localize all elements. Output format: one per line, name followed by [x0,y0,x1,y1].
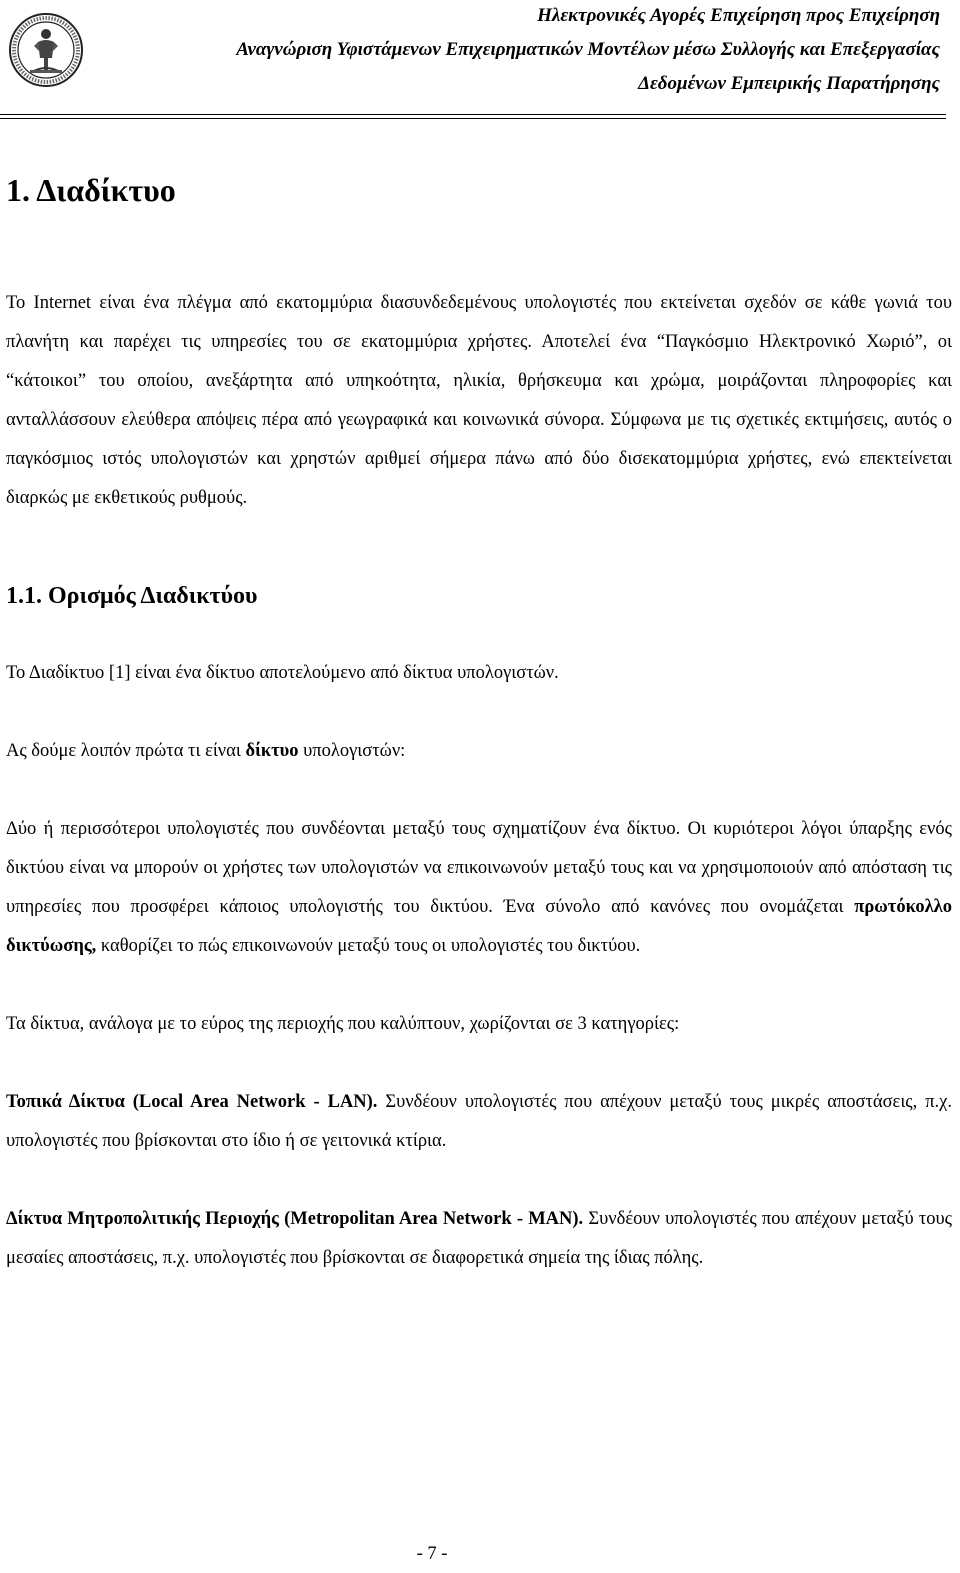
network-question-paragraph [6,732,952,771]
man-paragraph [6,1200,952,1278]
page-number: - 7 - [416,1544,448,1564]
intro-quoted-2: κάτοικοι [14,371,78,391]
section-title: 1. Διαδίκτυο [6,172,176,208]
categories-paragraph: Τα δίκτυα, ανάλογα με το εύρος της περιοχής που καλύπτουν, χωρίζονται σε 3 κατηγορίες: [6,1014,680,1034]
network-definition-end: καθορίζει το πώς επικοινωνούν μεταξύ τους οι υπολογιστές του δικτύου. [96,936,641,956]
network-definition-paragraph [6,810,952,966]
protocol-term: πρωτόκολλο δικτύωσης, [6,897,952,956]
page-footer [0,1545,960,1564]
definition-paragraph: Το Διαδίκτυο [1] είναι ένα δίκτυο αποτελούμενο από δίκτυα υπολογιστών. [6,663,559,683]
network-question-text: Ας δούμε λοιπόν πρώτα τι είναι [6,741,246,761]
network-term: δίκτυο [245,741,299,761]
lan-paragraph [6,1083,952,1161]
man-description: Συνδέουν υπολογιστές που απέχουν μεταξύ τους μεσαίες αποστάσεις, π.χ. υπολογιστές που βρίσκονται σε διαφορετικά σημεία της ίδιας πόλης. [6,1209,952,1268]
header-rule-bottom [0,118,946,119]
intro-text-3: του οποίου, ανεξάρτητα από υπηκοότητα, ηλικία, θρήσκευμα και χρώμα, μοιράζονται πληροφορίες και ανταλλάσσουν ελεύθερα απόψεις πέρα από γεωγραφικά και κοινωνικά σύνορα. Σύμφωνα με τις σχετικές εκτιμήσεις, αυτός ο παγκόσμιος ιστός υπολογιστών και χρηστών αριθμεί σήμερα πάνω από δύο δισεκατομμύρια χρήστες, ενώ επεκτείνεται διαρκώς με εκθετικούς ρυθμούς. [6,371,952,508]
subsection-title: 1.1. Ορισμός Διαδικτύου [6,583,258,609]
intro-paragraph: Το Internet είναι ένα πλέγμα από εκατομμύρια διασυνδεδεμένους υπολογιστές που εκτείνεται σχεδόν σε κάθε γωνιά του πλανήτη και παρέχει τις υπηρεσίες του σε εκατομμύρια χρήστες. Αποτελεί ένα “Παγκόσμιο Ηλεκτρονικό Χωριό”, οι “κάτοικοι” του οποίου, ανεξάρτητα από υπηκοότητα, ηλικία, θρήσκευμα και χρώμα, μοιράζονται πληροφορίες και ανταλλάσσουν ελεύθερα απόψεις πέρα από γεωγραφικά και κοινωνικά σύνορα. Σύμφωνα με τις σχετικές εκτιμήσεις, αυτός ο παγκόσμιος ιστός υπολογιστών και χρηστών αριθμεί σήμερα πάνω από δύο δισεκατομμύρια χρήστες, ενώ επεκτείνεται διαρκώς με εκθετικούς ρυθμούς. [6,293,952,508]
page-header [0,0,960,118]
header-title-line-2: Αναγνώριση Υφιστάμενων Επιχειρηματικών Μοντέλων μέσω Συλλογής και Επεξεργασίας [236,39,940,60]
man-term: Δίκτυα Μητροπολιτικής Περιοχής (Metropolitan Area Network - MAN). [6,1209,584,1229]
intro-quoted-1: Παγκόσμιο Ηλεκτρονικό Χωριό [665,332,915,352]
intro-text-1: Το Internet είναι ένα πλέγμα από εκατομμύρια διασυνδεδεμένους υπολογιστές που εκτείνεται σχεδόν σε κάθε γωνιά του πλανήτη και παρέχει τις υπηρεσίες του σε εκατομμύρια χρήστες. Αποτελεί ένα [6,293,952,352]
university-seal-icon [8,12,84,88]
header-title-line-1: Ηλεκτρονικές Αγορές Επιχείρηση προς Επιχείρηση [537,5,940,26]
intro-text-2: , οι [922,332,952,352]
lan-description: Συνδέουν υπολογιστές που απέχουν μεταξύ τους μικρές αποστάσεις, π.χ. υπολογιστές που βρίσκονται στο ίδιο ή σε γειτονικά κτίρια. [6,1092,952,1151]
network-question-end: υπολογιστών: [298,741,406,761]
lan-term: Τοπικά Δίκτυα (Local Area Network - LAN). [6,1092,378,1112]
header-rule-top [0,114,946,115]
header-title-line-3: Δεδομένων Εμπειρικής Παρατήρησης [638,73,940,94]
network-definition-text: Δύο ή περισσότεροι υπολογιστές που συνδέονται μεταξύ τους σχηματίζουν ένα δίκτυο. Οι κυριότεροι λόγοι ύπαρξης ενός δικτύου είναι να μπορούν οι χρήστες των υπολογιστών να επικοινωνούν μεταξύ τους και να χρησιμοποιούν από απόσταση τις υπηρεσίες που προσφέρει κάποιος υπολογιστής του δικτύου. Ένα σύνολο από κανόνες που ονομάζεται [6,819,952,917]
page-content [6,168,952,1278]
